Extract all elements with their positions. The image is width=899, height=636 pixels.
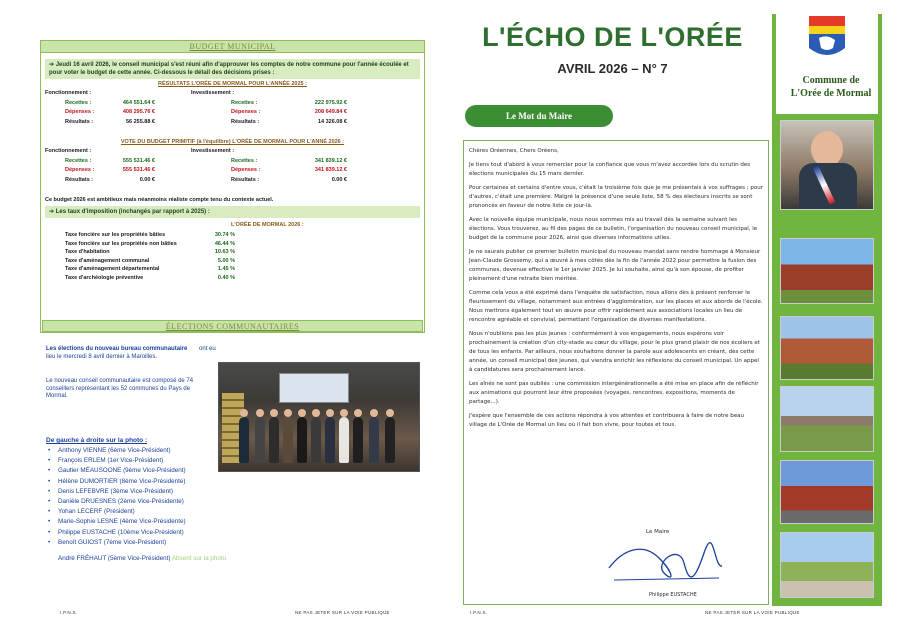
letter-paragraph: Je tiens tout d'abord à vous remercier pour la confiance que vous m'avez accordée lors du scrutin des élections municipales du 15 mars dernier.	[469, 162, 751, 177]
absent-line	[58, 555, 226, 563]
commune-name	[778, 74, 884, 100]
fonct-depenses-row	[45, 108, 155, 118]
village-photo-4	[780, 460, 874, 524]
projector-screen	[279, 373, 349, 403]
commune-line2: L'Orée de Mormal	[790, 88, 872, 99]
name-list-item: • Denis LEFEBVRE (3ème Vice-Président)	[48, 487, 186, 497]
resultats-label: Résultats :	[231, 118, 260, 125]
commune-line1: Commune de	[802, 75, 860, 86]
recettes-label: Recettes :	[231, 99, 258, 106]
vote-fonct-recettes-value: 555 531.46 €	[122, 157, 155, 164]
masthead	[463, 14, 762, 94]
vote-table	[41, 147, 424, 195]
depenses-label: Dépenses :	[65, 167, 95, 173]
name-list-item: • Benoît GUIOST (7ème Vice-Président)	[48, 538, 186, 548]
portrait-face	[811, 131, 843, 167]
fonct-label: Fonctionnement :	[45, 90, 92, 96]
taux-label: Taxe foncière sur les propriétés bâties	[65, 232, 166, 238]
village-photo-5	[780, 532, 874, 598]
person-figure	[255, 417, 265, 463]
footer-notice: NE PAS JETER SUR LA VOIE PUBLIQUE	[705, 610, 800, 615]
absent-note: Absent sur la photo	[171, 555, 227, 562]
taux-value: 5.00 %	[217, 257, 235, 264]
letter-paragraph: Nous n'oublions pas les plus jeunes : conformément à vos engagements, nous espérons voir prochainement la création d'un city-stade au cœur du village, pour le plus grand plaisir de nos écoliers et de tous les enfants. Par ailleurs, nous souhaitons donner la parole aux adolescents en créant, dès cette année, un conseil municipal des jeunes, qui viendra enrichir les réflexions du conseil municipal. Un appel à candidatures sera prochainement lancé.	[469, 331, 760, 373]
mayor-portrait	[780, 120, 874, 210]
person-figure	[269, 417, 279, 463]
name-list-item: • Gautier MÉAUSOONE (9ème Vice-Président)	[48, 466, 186, 476]
fonct-resultats-value: 56 255.88 €	[125, 118, 155, 125]
taux-list	[65, 231, 235, 282]
recettes-label: Recettes :	[65, 99, 92, 106]
fonct-recettes-row	[45, 99, 155, 109]
name-list-item: • Danièle DRUESNES (2ème Vice-Présidente)	[48, 497, 186, 507]
vote-title: VOTE DU BUDGET PRIMITIF (à l'équilibre) L'ORÉE DE MORMAL POUR L'ANNÉ 2026 :	[120, 139, 345, 145]
invest-resultats-value: 14 326.08 €	[317, 118, 347, 125]
depenses-label: Dépenses :	[65, 109, 95, 115]
taux-label: Taxe d'aménagement départemental	[65, 266, 160, 272]
letter-paragraph: Je ne saurais publier ce premier bulletin municipal du nouveau mandat sans rendre hommage à Monsieur Jean-Claude Grossemy, qui a œuvré à mes côtés dès la fin de l'année 2022 pour permettre la fusion des communes, devenue effective le 1er janvier 2025. Je lui souhaite, ainsi qu'à son épouse, de profiter pleinement d'une retraite bien méritée.	[469, 249, 761, 282]
person-figure	[297, 417, 307, 463]
signature-label: Le Maire	[646, 529, 670, 535]
vote-invest-recettes-value: 341 839.12 €	[314, 157, 347, 164]
issue-number: AVRIL 2026 – N° 7	[557, 61, 668, 76]
invest-label: Investissement :	[191, 90, 235, 96]
letter-paragraph: Avec la nouvelle équipe municipale, nous nous sommes mis au travail dès la semaine suivant les élections. Vous trouverez, au fil des pages de ce bulletin, l'organisation du nouveau conseil municipal, le budget de la commune pour 2026, ainsi que diverses informations utiles.	[469, 217, 758, 241]
council-group-photo	[218, 362, 420, 472]
arrow-icon: ➔	[49, 62, 55, 68]
person-figure	[385, 417, 395, 463]
signature-name: Philippe EUSTACHE	[649, 592, 697, 598]
recettes-label: Recettes :	[231, 157, 258, 164]
crest-panel	[776, 14, 878, 114]
taux-title: Les taux d'imposition (inchangés par rapport à 2025) :	[55, 209, 210, 215]
taux-row	[65, 240, 235, 249]
letter-paragraph: Chères Oréennes, Chers Oréens,	[469, 148, 559, 154]
name-list-item: • Marie-Sophie LESNE (4ème Vice-Présidente)	[48, 517, 186, 527]
names-list	[48, 446, 186, 548]
taux-row	[65, 265, 235, 274]
person-figure	[353, 417, 363, 463]
taux-value: 10.63 %	[214, 249, 235, 255]
name-list-item: • François ERLEM (1er Vice-Président)	[48, 456, 186, 466]
footer-ipns: I.P.N.S.	[470, 610, 488, 615]
budget-section	[40, 40, 425, 333]
person-figure	[339, 417, 349, 463]
person-figure	[311, 417, 321, 463]
person-figure	[325, 417, 335, 463]
taux-value: 1.45 %	[217, 266, 235, 272]
right-page	[450, 0, 899, 636]
elections-p2: Le nouveau conseil communautaire est composé de 74 conseillers représentant les 52 communes du Pays de Mormal.	[46, 378, 194, 399]
section-mot-du-maire: Le Mot du Maire	[465, 105, 613, 127]
fonct-resultats-row	[45, 118, 155, 128]
recettes-label: Recettes :	[65, 157, 92, 164]
taux-label: Taxe d'habitation	[65, 249, 110, 255]
fonct-depenses-value: 408 295.76 €	[122, 109, 155, 115]
depenses-label: Dépenses :	[231, 109, 261, 115]
taux-row	[65, 231, 235, 240]
name-list-item: • Hélène DUMORTIER (8ème Vice-Présidente)	[48, 477, 186, 487]
vote-fonct-resultats-value: 0.00 €	[139, 176, 155, 183]
signature-drawing	[604, 538, 724, 588]
arrow-icon: ➔	[49, 209, 55, 215]
person-figure	[239, 417, 249, 463]
last-name: André FRÉHAUT (5ème Vice-Président)	[58, 555, 171, 562]
budget-band-title: BUDGET MUNICIPAL	[41, 41, 424, 53]
letter-paragraph: Les aînés ne sont pas oubliés : une commission intergénérationnelle a été mise en place afin de réfléchir aux animations qui pourront leur être proposées (voyages, rencontres, expositions, moments de partage...).	[469, 381, 759, 405]
fonct-recettes-value: 464 551.64 €	[122, 99, 155, 106]
person-figure	[369, 417, 379, 463]
coat-of-arms-icon	[807, 16, 847, 60]
taux-label: Taxe d'aménagement communal	[65, 257, 150, 264]
invest-label: Investissement :	[191, 148, 235, 154]
name-list-item: • Philippe EUSTACHE (10ème Vice-Président)	[48, 528, 186, 538]
letter-body	[469, 147, 763, 430]
elections-p1-rest: ont eu lieu le mercredi 8 avril dernier à Maroilles.	[46, 346, 216, 360]
budget-note: Ce budget 2026 est ambitieux mais néanmoins réaliste compte tenu du contexte actuel.	[45, 197, 274, 203]
names-title: De gauche à droite sur la photo :	[46, 437, 148, 444]
resultats-label: Résultats :	[65, 118, 94, 125]
village-photo-3	[780, 386, 874, 452]
village-photo-1	[780, 238, 874, 304]
taux-value: 46.44 %	[214, 240, 235, 247]
vote-invest-resultats-value: 0.00 €	[331, 176, 347, 183]
village-photo-2	[780, 316, 874, 380]
results-title: RÉSULTATS L'ORÉE DE MORMAL POUR L'ANNÉE 2025 :	[158, 81, 307, 87]
taux-subtitle: L'ORÉE DE MORMAL 2026 :	[231, 222, 304, 228]
name-list-item: • Anthony VIENNE (6ème Vice-Président)	[48, 446, 186, 456]
results-table	[41, 89, 424, 137]
taux-header	[45, 206, 420, 218]
taux-row	[65, 248, 235, 257]
taux-value: 30.74 %	[214, 232, 235, 238]
taux-label: Taxe foncière sur les propriétés non bâties	[65, 240, 177, 247]
newsletter-title: L'ÉCHO DE L'ORÉE	[482, 22, 743, 52]
vote-invest-depenses-value: 341 839.12 €	[314, 167, 347, 173]
elections-p1-bold: Les élections du nouveau bureau communautaire	[46, 346, 188, 352]
budget-intro-text: Jeudi 16 avril 2026, le conseil municipal s'est réuni afin d'approuver les comptes de notre commune pour l'année écoulée et pour voter le budget de cette année. Ci-dessous le détail des décisions prises :	[49, 62, 409, 76]
resultats-label: Résultats :	[65, 176, 94, 183]
budget-intro	[45, 59, 420, 79]
depenses-label: Dépenses :	[231, 167, 261, 173]
elections-p1	[46, 346, 216, 361]
letter-paragraph: J'espère que l'ensemble de ces actions répondra à vos attentes et contribuera à faire de notre beau village de L'Orée de Mormal un lieu où il fait bon vivre, pour toutes et tous.	[469, 413, 745, 428]
taux-row	[65, 274, 235, 283]
mayor-letter	[463, 140, 769, 605]
elections-band-title: ÉLECTIONS COMMUNAUTAIRES	[42, 320, 423, 332]
letter-paragraph: Comme cela vous a été exprimé dans l'enquête de satisfaction, nous allons dès à présent renforcer le fleurissement du village, notamment aux entrées d'agglomération, sur les places et aux abords de l'école. Nous mettrons également tout en œuvre pour offrir rapidement aux associations locales un lieu de rencontre agréable et convivial, permettant l'organisation de diverses manifestations.	[469, 290, 763, 323]
taux-row	[65, 257, 235, 266]
footer-notice: NE PAS JETER SUR LA VOIE PUBLIQUE	[295, 610, 390, 615]
invest-depenses-value: 208 649.84 €	[314, 109, 347, 115]
invest-recettes-value: 222 975.92 €	[314, 99, 347, 106]
resultats-label: Résultats :	[231, 176, 260, 183]
vote-fonct-depenses-value: 555 531.46 €	[122, 167, 155, 173]
name-list-item: • Yohan LECERF (Président)	[48, 507, 186, 517]
person-figure	[283, 417, 293, 463]
footer-ipns: I.P.N.S.	[60, 610, 78, 615]
fonct-label: Fonctionnement :	[45, 148, 92, 154]
taux-value: 0.40 %	[217, 274, 235, 281]
taux-label: Taxe d'archéologie préventive	[65, 274, 144, 281]
sidebar	[772, 14, 882, 606]
letter-paragraph: Pour certaines et certains d'entre vous, c'était la troisième fois que je me présentais à vos suffrages ; pour d'autres, c'était une première. Malgré la présence d'une seule liste, 58 % des électeurs inscrits se sont prononcés en faveur de notre liste ce jour-là.	[469, 185, 763, 209]
